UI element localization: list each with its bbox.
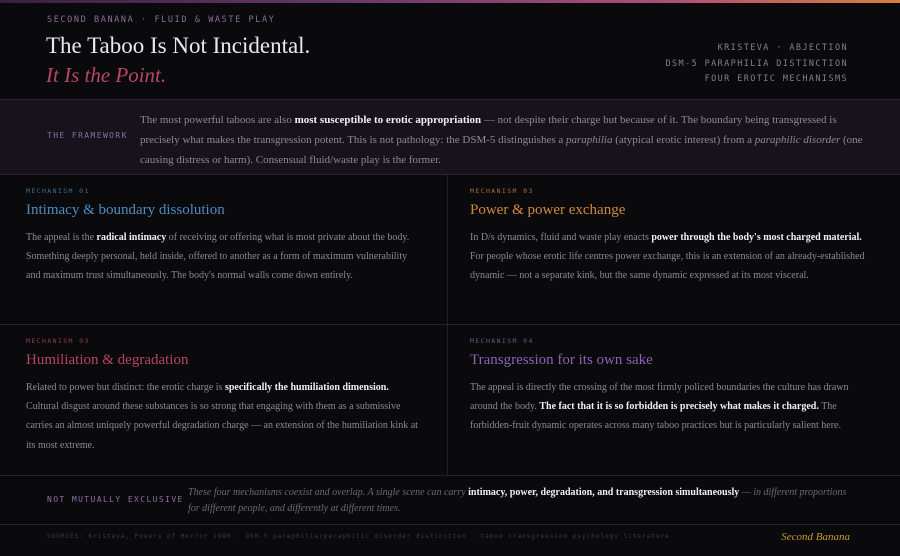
emphasis: power through the body's most charged material. bbox=[651, 232, 862, 243]
mechanism-heading: Humiliation & degradation bbox=[26, 352, 189, 368]
page-title: The Taboo Is Not Incidental. bbox=[46, 33, 311, 58]
mechanism-body bbox=[26, 228, 421, 286]
page-header bbox=[0, 3, 900, 99]
emphasis: radical intimacy bbox=[96, 232, 167, 243]
text-run: — in different proportions for different people, and differently at different times. bbox=[188, 487, 847, 514]
brand-name: Second Banana bbox=[781, 531, 850, 543]
text-run: (one causing distress or harm). Consensual fluid/waste play is the former. bbox=[140, 134, 863, 166]
mechanism-label: MECHANISM 04 bbox=[470, 337, 534, 345]
framework-text bbox=[140, 110, 870, 170]
text-run: For people whose erotic life centres power exchange, this is an extension of an already-established dynamic — not a separate kink, but the same dynamic expressed at its most visceral. bbox=[470, 251, 865, 282]
page-subtitle: It Is the Point. bbox=[46, 63, 167, 87]
mechanism-body bbox=[26, 378, 421, 455]
mechanisms-grid bbox=[0, 175, 900, 475]
mechanism-card-power bbox=[448, 175, 900, 325]
header-tag: DSM-5 PARAPHILIA DISTINCTION bbox=[665, 58, 848, 69]
eyebrow-label: SECOND BANANA · FLUID & WASTE PLAY bbox=[47, 15, 276, 25]
framework-label: THE FRAMEWORK bbox=[47, 131, 128, 140]
header-tag: KRISTEVA · ABJECTION bbox=[717, 43, 848, 53]
emphasis: specifically the humiliation dimension. bbox=[224, 382, 389, 393]
not-exclusive-panel bbox=[0, 475, 900, 525]
text-run: In D/s dynamics, fluid and waste play enacts bbox=[470, 232, 652, 243]
framework-panel bbox=[0, 99, 900, 175]
emphasis: intimacy, power, degradation, and transgression simultaneously bbox=[468, 487, 740, 498]
text-run: of receiving or offering what is most private about the body. Something deeply personal, held inside, offered to another as a form of maximum vulnerability and maximum trust simultaneously. The body's normal walls come down entirely. bbox=[26, 232, 410, 282]
mechanism-heading: Intimacy & boundary dissolution bbox=[26, 202, 225, 218]
text-run: The most powerful taboos are also bbox=[140, 114, 295, 126]
text-run: The forbidden-fruit dynamic operates across many taboo practices but is particularly salient here. bbox=[470, 401, 841, 432]
mechanism-heading: Transgression for its own sake bbox=[470, 352, 653, 368]
text-run: The appeal is the bbox=[26, 232, 97, 243]
header-tags bbox=[666, 41, 849, 88]
text-run: Cultural disgust around these substances is so strong that engaging with them as a submissive carries an almost uniquely powerful degradation charge — an extension of the humiliation kink at its most extreme. bbox=[26, 401, 418, 451]
term: paraphilia bbox=[566, 134, 613, 146]
mechanism-label: MECHANISM 03 bbox=[26, 337, 90, 345]
emphasis: The fact that it is so forbidden is precisely what makes it charged. bbox=[539, 401, 819, 413]
page-footer bbox=[0, 525, 900, 556]
text-run: (atypical erotic interest) from a bbox=[612, 134, 755, 146]
header-tag: FOUR EROTIC MECHANISMS bbox=[704, 74, 848, 84]
emphasis: most susceptible to erotic appropriation bbox=[294, 114, 482, 126]
mechanism-card-humiliation bbox=[0, 325, 448, 475]
text-run: Related to power but distinct: the erotic charge is bbox=[26, 382, 225, 393]
sources-line: SOURCES: Kristeva, Powers of Horror 1980 · DSM-5 paraphilia/paraphilic disorder distinction · taboo transgression psychology literature bbox=[47, 533, 670, 540]
mechanism-body bbox=[470, 378, 875, 436]
term: paraphilic disorder bbox=[754, 134, 841, 146]
mechanism-card-transgression bbox=[448, 325, 900, 475]
mechanism-label: MECHANISM 03 bbox=[470, 187, 534, 195]
text-run: — not despite their charge but because of it. The boundary being transgressed is precisely what makes the transgression potent. This is not pathology: the DSM-5 distinguishes a bbox=[140, 114, 837, 146]
text-run: The appeal is directly the crossing of the most firmly policed boundaries the culture has drawn around the body. bbox=[470, 382, 849, 413]
mechanism-label: MECHANISM 01 bbox=[26, 187, 90, 195]
mechanism-body bbox=[470, 228, 875, 286]
text-run: These four mechanisms coexist and overlap. A single scene can carry bbox=[188, 487, 469, 498]
mechanism-card-intimacy bbox=[0, 175, 448, 325]
not-exclusive-text bbox=[188, 485, 848, 517]
not-exclusive-label: NOT MUTUALLY EXCLUSIVE bbox=[47, 495, 184, 504]
mechanism-heading: Power & power exchange bbox=[470, 202, 626, 218]
